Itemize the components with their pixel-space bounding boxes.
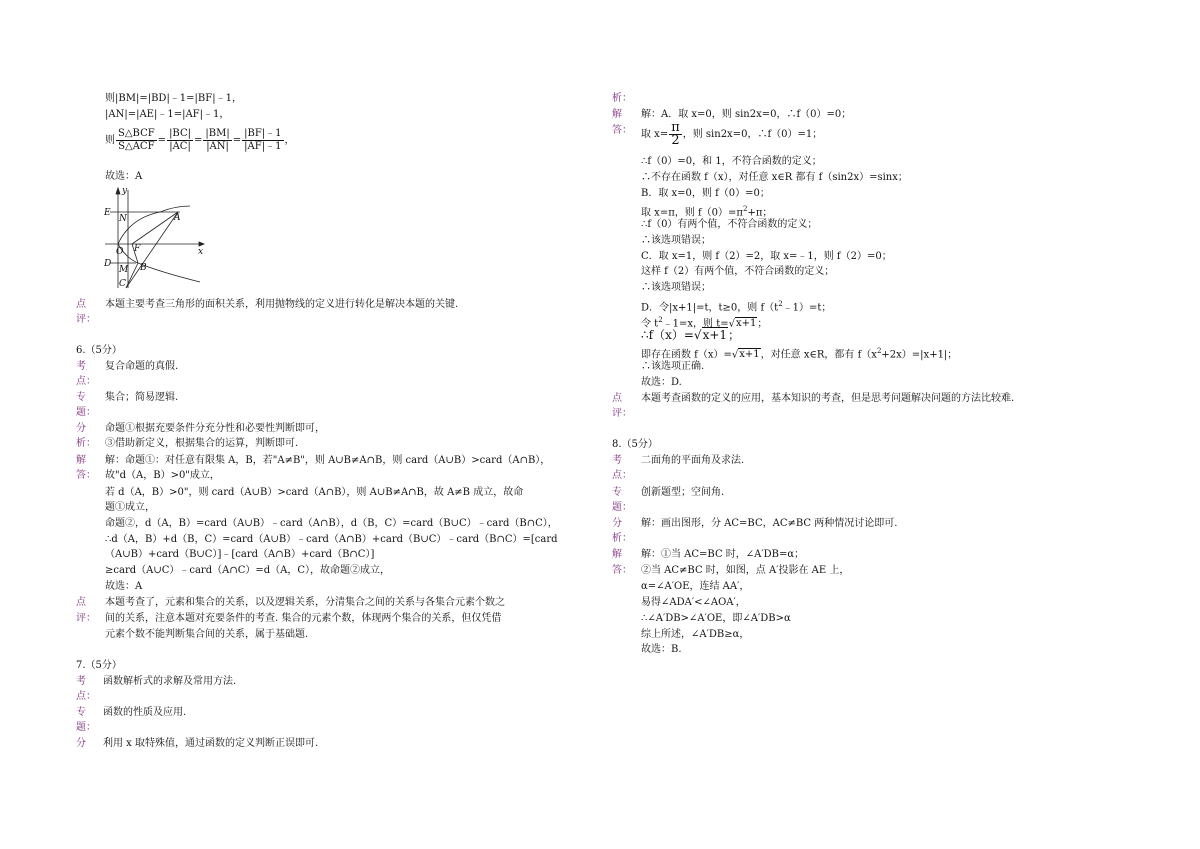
text-line: （A∪B）+card（B∪C）]﹣[card（A∩B）+card（B∩C）] bbox=[105, 549, 375, 560]
fig-label: C bbox=[119, 279, 126, 289]
label: 点 bbox=[76, 597, 86, 608]
text-line: D．令|x+1|=t，t≥0，则 $f(t^2﹣1)=t$； bbox=[641, 300, 832, 314]
text-line: 解：A．取 x=0，则 sin2x=0，∴f（0）=0； bbox=[641, 109, 852, 120]
fraction: $\frac{\text{S△BCF}}{\text{S△ACF}}$ bbox=[118, 128, 155, 152]
comment-text: 本题考查了，元素和集合的关系，以及逻辑关系，分清集合之间的关系与各集合元素个数之 bbox=[105, 597, 505, 608]
text-line: ②当 AC≠BC 时，如图，点 A′投影在 AE 上， bbox=[641, 565, 850, 576]
ratio-formula: 则 $\frac{\text{S△BCF}}{\text{S△ACF}}$ = $\frac{|BC|}{|AC|}$ = $\frac{|BM|}{|AN|}$ = $\frac{|BF|﹣1}{|AF|﹣1}$ ， bbox=[105, 128, 295, 152]
text-line: 函数的性质及应用. bbox=[103, 707, 187, 718]
label: 评： bbox=[612, 408, 632, 419]
label: 考 bbox=[76, 361, 86, 372]
label: 答： bbox=[612, 565, 632, 576]
fraction: $\frac{|BF|﹣1}{|AF|﹣1}$ bbox=[244, 128, 282, 152]
label: 分 bbox=[76, 738, 86, 749]
fraction: $\frac{\pi}{2}$ bbox=[671, 120, 680, 148]
text-line: ∴该选项错误； bbox=[641, 282, 711, 293]
fig-label: y bbox=[122, 186, 128, 196]
text-line: 综上所述，∠A′DB≥α， bbox=[641, 629, 750, 640]
label: 题： bbox=[76, 407, 96, 418]
label: 专 bbox=[76, 392, 86, 403]
label: 点 bbox=[76, 299, 86, 310]
text-line: 解：①当 AC=BC 时，∠A′DB=α； bbox=[641, 549, 805, 560]
text-line: 命题①根据充要条件分充分性和必要性判断即可， bbox=[105, 423, 325, 434]
text-line: B．取 x=0，则 f（0）=0； bbox=[641, 188, 770, 199]
label: 解 bbox=[612, 549, 622, 560]
text-line: 题①成立， bbox=[105, 502, 155, 513]
comment-text: 间的关系，注意本题对充要条件的考查. 集合的元素个数，体现两个集合的关系，但仅凭借 bbox=[105, 613, 502, 624]
label: 解 bbox=[612, 109, 622, 120]
text-line: 故选：A bbox=[105, 581, 143, 592]
text-line: ∴不存在函数 f（x），对任意 x∈R 都有 f（sin2x）=sinx； bbox=[641, 172, 908, 183]
comment-text: 本题主要考查三角形的面积关系，利用抛物线的定义进行转化是解决本题的关键. bbox=[105, 299, 459, 310]
text-line: 则|BM|=|BD|﹣1=|BF|﹣1， bbox=[105, 93, 242, 104]
text-line: ≥card（A∪C）﹣card（A∩C）=d（A，C），故命题②成立， bbox=[105, 565, 391, 576]
text-line: |AN|=|AE|﹣1=|AF|﹣1， bbox=[105, 109, 230, 120]
fig-label: B bbox=[140, 263, 147, 273]
fig-label: N bbox=[119, 214, 127, 224]
text-line: ∴该选项错误； bbox=[641, 235, 711, 246]
parabola-figure bbox=[100, 184, 210, 292]
label: 专 bbox=[612, 487, 622, 498]
label: 分 bbox=[76, 423, 86, 434]
text-line: 取 x= $\frac{\pi}{2}$ ，则 sin2x=0，∴f（0）=1； bbox=[641, 120, 823, 148]
fig-label: F bbox=[134, 244, 141, 254]
text-line: 故"d（A，B）>0"成立， bbox=[105, 470, 220, 481]
fig-label: D bbox=[104, 259, 112, 269]
fig-label: A bbox=[174, 213, 181, 223]
text-line: 集合；简易逻辑. bbox=[105, 392, 179, 403]
text-line: ∴f（0）=0，和 1，不符合函数的定义； bbox=[641, 156, 822, 167]
text-line: ∴f（0）有两个值，不符合函数的定义； bbox=[641, 219, 818, 230]
question-heading: 8.（5分） bbox=[612, 439, 658, 450]
label: 答： bbox=[612, 125, 632, 136]
text-line: ③借助新定义，根据集合的运算，判断即可. bbox=[105, 438, 299, 449]
label: 析： bbox=[612, 93, 632, 104]
label: 评： bbox=[76, 613, 96, 624]
fig-label: O bbox=[116, 247, 124, 257]
label: 点 bbox=[612, 393, 622, 404]
fraction: $\frac{|BC|}{|AC|}$ bbox=[169, 128, 191, 152]
text-line: 函数解析式的求解及常用方法. bbox=[103, 676, 237, 687]
label: 考 bbox=[612, 455, 622, 466]
text-line: 二面角的平面角及求法. bbox=[641, 455, 745, 466]
text-line: 即存在函数 f（x）=√x+1，对任意 x∈R，都有 $f(x^2+2x)=|x+1|$； bbox=[641, 347, 958, 361]
text-line: 易得∠ADA′<∠AOA′， bbox=[641, 597, 746, 608]
label: 考 bbox=[76, 676, 86, 687]
text-line: 故选：D. bbox=[641, 377, 682, 388]
text-line: C．取 x=1，则 f（2）=2，取 x=﹣1，则 f（2）=0； bbox=[641, 251, 892, 262]
label: 答： bbox=[76, 470, 96, 481]
label: 评： bbox=[76, 314, 96, 325]
label: 题： bbox=[76, 722, 96, 733]
comment-text: 元素个数不能判断集合间的关系，属于基础题. bbox=[105, 629, 309, 640]
text-line: 取 x=π，则 $f(0)=\pi^2+\pi$； bbox=[641, 205, 773, 219]
label: 题： bbox=[612, 502, 632, 513]
text-line: ∴f（x）=√x+1； bbox=[641, 328, 741, 342]
text-line: 故选：B. bbox=[641, 644, 682, 655]
label: 分 bbox=[612, 518, 622, 529]
text-line: 若 d（A，B）>0"，则 card（A∪B）>card（A∩B），则 A∪B≠A∩B，故 A≠B 成立，故命 bbox=[105, 487, 524, 498]
question-heading: 6.（5分） bbox=[76, 345, 122, 356]
text-line: α=∠A′OE，连结 AA′， bbox=[641, 581, 750, 592]
text-line: ∴d（A，B）+d（B，C）=card（A∪B）﹣card（A∩B）+card（B∪C）﹣card（B∩C）=[card bbox=[105, 534, 558, 545]
answer-text: 故选：A bbox=[105, 171, 143, 182]
fig-label: x bbox=[198, 247, 204, 257]
label: 点： bbox=[76, 691, 96, 702]
label: 析： bbox=[76, 438, 96, 449]
text-line: ∴该选项正确. bbox=[641, 361, 705, 372]
label: 析： bbox=[612, 533, 632, 544]
fig-label: E bbox=[104, 208, 111, 218]
fig-label: M bbox=[119, 265, 129, 275]
label: 点： bbox=[612, 470, 632, 481]
text-line: ∴∠A′DB>∠A′OE，即∠A′DB>α bbox=[641, 613, 791, 624]
fraction: $\frac{|BM|}{|AN|}$ bbox=[205, 128, 230, 152]
text-line: 利用 x 取特殊值，通过函数的定义判断正误即可. bbox=[103, 738, 319, 749]
text-line: 解：命题①：对任意有限集 A，B，若"A≠B"，则 A∪B≠A∩B，则 card（A∪B）>card（A∩B）， bbox=[105, 455, 551, 466]
question-heading: 7.（5分） bbox=[76, 660, 122, 671]
label: 点： bbox=[76, 376, 96, 387]
text-line: 命题②，d（A，B）=card（A∪B）﹣card（A∩B），d（B，C）=card（B∪C）﹣card（B∩C）， bbox=[105, 518, 558, 529]
label: 解 bbox=[76, 455, 86, 466]
text-line: 令 $t^2﹣1=x$，则 t=√x+1； bbox=[641, 316, 768, 330]
text-line: 创新题型；空间角. bbox=[641, 487, 725, 498]
text-line: 复合命题的真假. bbox=[105, 361, 179, 372]
text-line: 解：画出图形，分 AC=BC，AC≠BC 两种情况讨论即可. bbox=[641, 518, 898, 529]
comment-text: 本题考查函数的定义的应用，基本知识的考查，但是思考问题解决问题的方法比较难. bbox=[641, 393, 1015, 404]
label: 专 bbox=[76, 707, 86, 718]
text-line: 这样 f（2）有两个值，不符合函数的定义； bbox=[641, 266, 835, 277]
